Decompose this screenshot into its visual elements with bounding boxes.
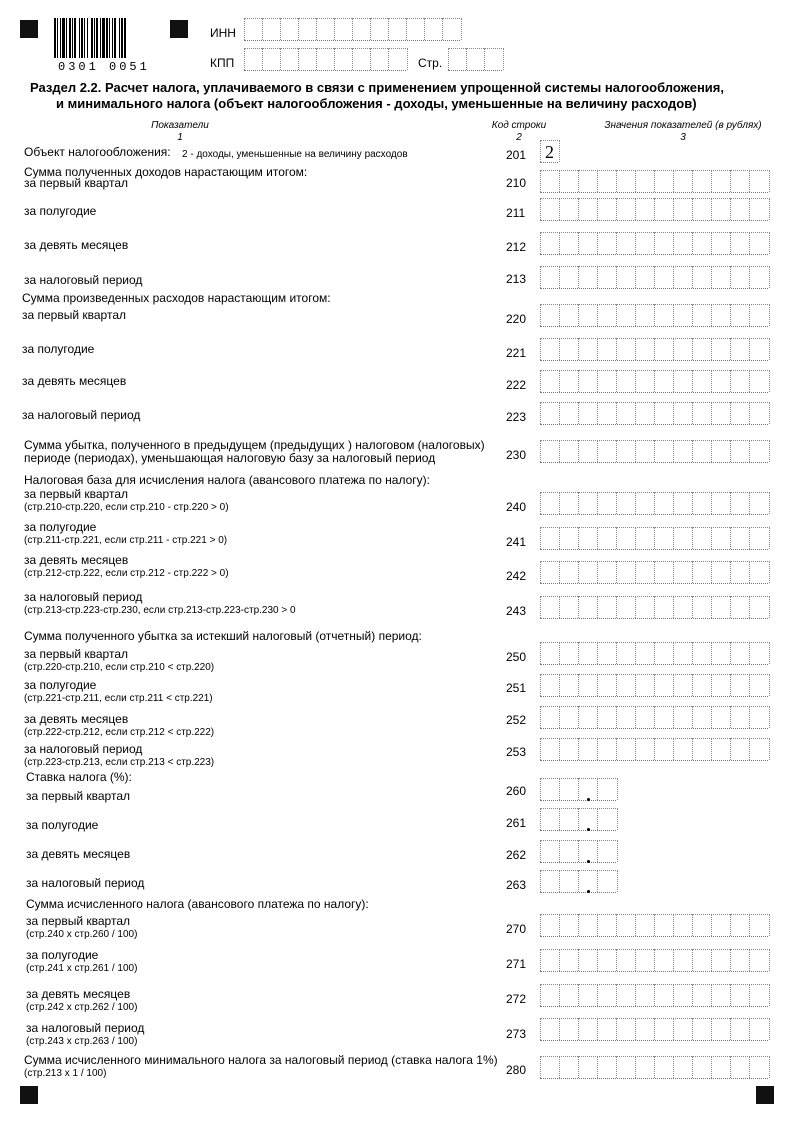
value-field-223[interactable] <box>540 402 768 425</box>
row-formula-250: (стр.220-стр.210, если стр.210 < стр.220) <box>24 662 215 673</box>
value-field-220[interactable] <box>540 304 768 327</box>
barcode-bar <box>109 18 110 58</box>
barcode-bar <box>69 18 71 58</box>
barcode-bar <box>100 18 101 58</box>
row-label-221 <box>22 343 94 356</box>
row-title-273: за налоговый период <box>26 1021 145 1035</box>
line-code-260: 260 <box>506 784 527 798</box>
row-label-211 <box>24 205 96 218</box>
line-code-242: 242 <box>506 569 527 583</box>
row-label-270 <box>26 915 137 941</box>
row-formula-271: (стр.241 х стр.261 / 100) <box>26 963 138 974</box>
barcode-bar <box>60 18 61 58</box>
corner-marker-top-right <box>170 20 188 38</box>
value-field-271[interactable] <box>540 949 768 972</box>
row-title-212: за девять месяцев <box>24 238 129 252</box>
barcode <box>54 18 158 58</box>
value-field-212[interactable] <box>540 232 768 255</box>
decimal-point-262 <box>587 860 590 863</box>
row-label-241 <box>24 521 227 547</box>
row-formula-280: (стр.213 х 1 / 100) <box>24 1068 107 1079</box>
row-formula-240: (стр.210-стр.220, если стр.210 - стр.220 > 0) <box>24 502 229 513</box>
barcode-bar <box>106 18 108 58</box>
row-label-252 <box>24 713 214 739</box>
page-label: Стр. <box>418 56 443 70</box>
group-loss: Сумма полученного убытка за истекший налоговый (отчетный) период: <box>24 629 422 643</box>
column-header-indicators-label: Показатели <box>151 120 209 131</box>
line-code-280: 280 <box>506 1063 527 1077</box>
column-header-code-label: Код строки <box>491 120 547 131</box>
barcode-bar <box>124 18 126 58</box>
barcode-bar <box>66 18 67 58</box>
row-formula-243: (стр.213-стр.223-стр.230, если стр.213-стр.223-стр.230 > 0 <box>24 605 296 616</box>
row-label-280 <box>24 1054 498 1080</box>
barcode-bar <box>112 18 113 58</box>
row-formula-241: (стр.211-стр.221, если стр.211 - стр.221 > 0) <box>24 535 228 546</box>
line-code-272: 272 <box>506 992 527 1006</box>
line-code-243: 243 <box>506 604 527 618</box>
barcode-number: 0301 0051 <box>58 60 150 74</box>
value-field-243[interactable] <box>540 596 768 619</box>
row-title-250: за первый квартал <box>24 647 129 661</box>
row-label-222 <box>22 375 126 388</box>
row-title-252: за девять месяцев <box>24 712 129 726</box>
corner-marker-top-left <box>20 20 38 38</box>
row-title-253: за налоговый период <box>24 742 143 756</box>
value-field-230[interactable] <box>540 440 768 463</box>
page-field[interactable] <box>448 48 502 71</box>
barcode-bar <box>57 18 58 58</box>
row-formula-242: (стр.212-стр.222, если стр.212 - стр.222 > 0) <box>24 568 229 579</box>
row-title-270: за первый квартал <box>26 914 131 928</box>
row-label-263 <box>26 877 144 890</box>
value-field-241[interactable] <box>540 527 768 550</box>
group-rate: Ставка налога (%): <box>26 770 132 784</box>
barcode-bar <box>114 18 116 58</box>
row-title-260: за первый квартал <box>26 789 131 803</box>
row-formula-253: (стр.223-стр.213, если стр.213 < стр.223) <box>24 757 215 768</box>
row-formula-230: периоде (периодах), уменьшающая налоговую базу за налоговый период <box>24 451 436 465</box>
row-title-210: за первый квартал <box>24 176 129 190</box>
barcode-bar <box>119 18 120 58</box>
line-code-270: 270 <box>506 922 527 936</box>
barcode-bar <box>91 18 93 58</box>
kpp-label: КПП <box>210 56 235 70</box>
barcode-bar <box>87 18 88 58</box>
barcode-bar <box>94 18 95 58</box>
column-header-values-label: Значения показателей (в рублях) <box>604 120 762 131</box>
row-title-223: за налоговый период <box>22 408 141 422</box>
value-field-252[interactable] <box>540 706 768 729</box>
barcode-bar <box>102 18 105 58</box>
title-line-1: Раздел 2.2. Расчет налога, уплачиваемого в связи с применением упрощенной системы налогообложения, <box>30 80 724 95</box>
barcode-bar <box>96 18 98 58</box>
row-label-262 <box>26 848 130 861</box>
barcode-bar <box>84 18 85 58</box>
column-header-indicators-num: 1 <box>177 132 183 143</box>
row-title-222: за девять месяцев <box>22 374 127 388</box>
row-formula-273: (стр.243 х стр.263 / 100) <box>26 1036 138 1047</box>
row-title-221: за полугодие <box>22 342 95 356</box>
row-label-240 <box>24 488 229 514</box>
column-header-values <box>588 120 778 144</box>
value-field-221[interactable] <box>540 338 768 361</box>
row-title-211: за полугодие <box>24 204 97 218</box>
value-field-260[interactable] <box>540 778 616 801</box>
group-income: Сумма полученных доходов нарастающим итогом: <box>24 165 308 179</box>
value-field-250[interactable] <box>540 642 768 665</box>
line-code-271: 271 <box>506 957 527 971</box>
value-field-280[interactable] <box>540 1056 768 1079</box>
row-title-230: Сумма убытка, полученного в предыдущем (предыдущих ) налоговом (налоговых) <box>24 438 485 452</box>
line-code-230: 230 <box>506 448 527 462</box>
line-code-262: 262 <box>506 848 527 862</box>
decimal-point-263 <box>587 890 590 893</box>
column-header-values-num: 3 <box>680 132 686 143</box>
line-code-223: 223 <box>506 410 527 424</box>
row-label-243 <box>24 591 296 617</box>
row-title-242: за девять месяцев <box>24 553 129 567</box>
row-label-271 <box>26 949 137 975</box>
kpp-field[interactable] <box>244 48 406 71</box>
value-field-251[interactable] <box>540 674 768 697</box>
line-code-213: 213 <box>506 272 527 286</box>
line-code-250: 250 <box>506 650 527 664</box>
row-label-261 <box>26 819 98 832</box>
value-field-253[interactable] <box>540 738 768 761</box>
row-label-253 <box>24 743 214 769</box>
title-line-2: и минимального налога (объект налогообложения - доходы, уменьшенные на величину расходов) <box>56 96 697 111</box>
line-code-252: 252 <box>506 713 527 727</box>
value-field-211[interactable] <box>540 198 768 221</box>
row-label-220 <box>22 309 126 322</box>
corner-marker-bottom-right <box>756 1086 774 1104</box>
value-field-270[interactable] <box>540 914 768 937</box>
row-title-240: за первый квартал <box>24 487 129 501</box>
value-field-273[interactable] <box>540 1018 768 1041</box>
value-field-222[interactable] <box>540 370 768 393</box>
value-field-263[interactable] <box>540 870 616 893</box>
row-title-263: за налоговый период <box>26 876 145 890</box>
value-field-261[interactable] <box>540 808 616 831</box>
value-field-242[interactable] <box>540 561 768 584</box>
row-label-230 <box>24 439 485 465</box>
value-field-240[interactable] <box>540 492 768 515</box>
line-code-251: 251 <box>506 681 527 695</box>
line-code-210: 210 <box>506 176 527 190</box>
line-code-221: 221 <box>506 346 527 360</box>
value-field-272[interactable] <box>540 984 768 1007</box>
corner-marker-bottom-left <box>20 1086 38 1104</box>
inn-field[interactable] <box>244 18 460 41</box>
row-title-271: за полугодие <box>26 948 99 962</box>
group-expenses: Сумма произведенных расходов нарастающим итогом: <box>22 291 331 305</box>
barcode-bar <box>79 18 80 58</box>
line-code-261: 261 <box>506 816 527 830</box>
line-code-241: 241 <box>506 535 527 549</box>
line-code-201: 201 <box>506 148 527 162</box>
line-code-253: 253 <box>506 745 527 759</box>
line-code-240: 240 <box>506 500 527 514</box>
row-title-243: за налоговый период <box>24 590 143 604</box>
object-value-text: 2 - доходы, уменьшенные на величину расходов <box>182 149 408 160</box>
row-label-210 <box>24 177 128 190</box>
line-code-222: 222 <box>506 378 527 392</box>
value-field-262[interactable] <box>540 840 616 863</box>
barcode-bar <box>74 18 76 58</box>
row-title-241: за полугодие <box>24 520 97 534</box>
value-field-210[interactable] <box>540 170 768 193</box>
barcode-bar <box>54 18 56 58</box>
value-field-213[interactable] <box>540 266 768 289</box>
row-label-223 <box>22 409 140 422</box>
row-label-273 <box>26 1022 144 1048</box>
column-header-code-num: 2 <box>516 132 522 143</box>
line-code-263: 263 <box>506 878 527 892</box>
row-title-213: за налоговый период <box>24 273 143 287</box>
row-title-280: Сумма исчисленного минимального налога за налоговый период (ставка налога 1%) <box>24 1053 498 1067</box>
row-formula-270: (стр.240 х стр.260 / 100) <box>26 929 138 940</box>
barcode-bar <box>72 18 73 58</box>
row-title-272: за девять месяцев <box>26 987 131 1001</box>
barcode-bar <box>81 18 83 58</box>
decimal-point-261 <box>587 828 590 831</box>
row-label-212 <box>24 239 128 252</box>
inn-label: ИНН <box>210 26 236 40</box>
object-label: Объект налогообложения: <box>24 145 171 159</box>
line-code-220: 220 <box>506 312 527 326</box>
line-code-211: 211 <box>506 206 526 220</box>
decimal-point-260 <box>587 798 590 801</box>
barcode-bar <box>121 18 123 58</box>
row-label-242 <box>24 554 229 580</box>
group-tax-base: Налоговая база для исчисления налога (авансового платежа по налогу): <box>24 473 430 487</box>
row-title-262: за девять месяцев <box>26 847 131 861</box>
row-label-251 <box>24 679 213 705</box>
object-cell-value: 2 <box>545 142 554 162</box>
line-code-273: 273 <box>506 1027 527 1041</box>
section-title <box>30 80 770 112</box>
barcode-bar <box>62 18 65 58</box>
row-title-261: за полугодие <box>26 818 99 832</box>
row-title-251: за полугодие <box>24 678 97 692</box>
column-header-indicators <box>120 120 240 144</box>
group-tax-sum: Сумма исчисленного налога (авансового платежа по налогу): <box>26 897 369 911</box>
row-title-220: за первый квартал <box>22 308 127 322</box>
row-label-213 <box>24 274 142 287</box>
row-formula-252: (стр.222-стр.212, если стр.212 < стр.222) <box>24 727 215 738</box>
row-formula-251: (стр.221-стр.211, если стр.211 < стр.221) <box>24 693 213 704</box>
line-code-212: 212 <box>506 240 527 254</box>
row-formula-272: (стр.242 х стр.262 / 100) <box>26 1002 138 1013</box>
row-label-250 <box>24 648 214 674</box>
row-label-260 <box>26 790 130 803</box>
row-label-272 <box>26 988 137 1014</box>
